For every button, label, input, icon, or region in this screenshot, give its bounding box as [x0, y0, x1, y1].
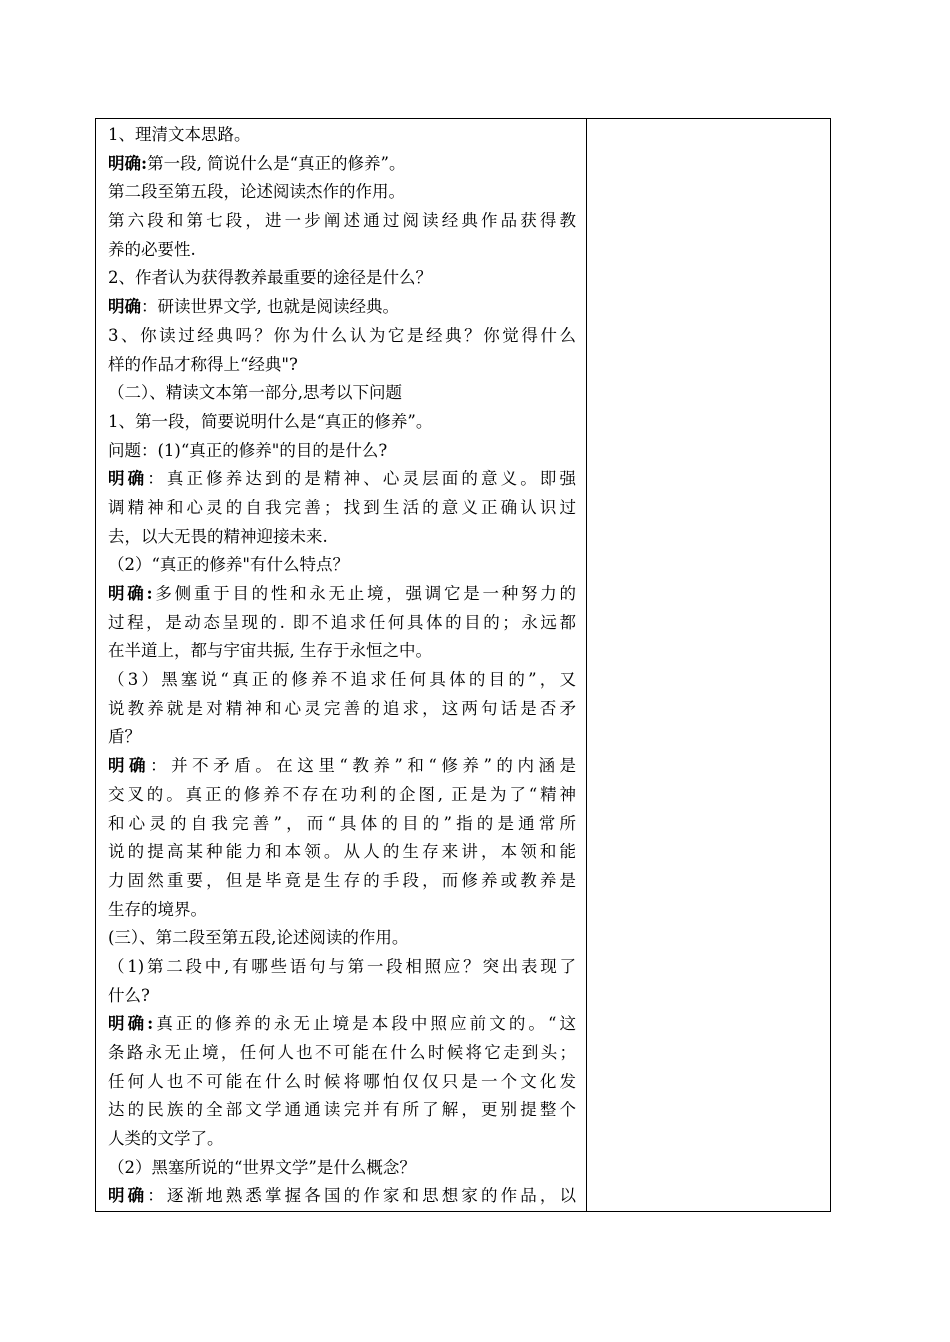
line-text: （3）黑塞说“真正的修养不追求任何具体的目的”，又	[108, 670, 576, 690]
line-text: 达的民族的全部文学通通读完并有所了解，更别提整个	[108, 1100, 576, 1120]
answer-label: 明确:	[108, 1014, 154, 1034]
line-text: （2）“真正的修养"有什么特点？	[108, 555, 350, 575]
answer-label: 明确	[108, 469, 148, 489]
content-cell	[96, 119, 587, 1212]
line-text: 第一段, 简说什么是“真正的修养”。	[147, 153, 406, 173]
text-line	[108, 637, 576, 666]
line-text: ：真正修养达到的是精神、心灵层面的意义。即强	[147, 469, 576, 489]
text-line	[108, 351, 576, 380]
line-text: ：逐渐地熟悉掌握各国的作家和思想家的作品，以	[147, 1186, 576, 1206]
text-line	[108, 379, 576, 408]
text-line	[108, 207, 576, 236]
text-line	[108, 1010, 576, 1039]
text-line	[108, 752, 576, 781]
line-text: 过程，是动态呈现的. 即不追求任何具体的目的；永远都	[108, 612, 576, 632]
line-text: 调精神和心灵的自我完善；找到生活的意义正确认识过	[108, 497, 576, 517]
line-text: 第六段和第七段，进一步阐述通过阅读经典作品获得教	[108, 211, 576, 231]
line-text: 交叉的。真正的修养不存在功利的企图, 正是为了“精神	[108, 784, 576, 804]
answer-label: 明确:	[108, 584, 153, 603]
line-text: 任何人也不可能在什么时候将哪怕仅仅只是一个文化发	[108, 1071, 576, 1091]
line-text: 生存的境界。	[108, 899, 207, 919]
text-line	[108, 293, 576, 322]
line-text: 1、第一段，简要说明什么是“真正的修养”。	[108, 411, 433, 431]
text-line	[108, 236, 576, 265]
line-text: 人类的文学了。	[108, 1129, 224, 1149]
text-line	[108, 1039, 576, 1068]
answer-label: 明确	[108, 297, 141, 317]
line-text: 1、理清文本思路。	[108, 125, 251, 144]
text-line	[108, 867, 576, 896]
text-line	[108, 178, 576, 207]
text-line	[108, 838, 576, 867]
page-table	[95, 118, 831, 1212]
text-line	[108, 1068, 576, 1097]
text-line	[108, 953, 576, 982]
text-line	[108, 264, 576, 293]
text-line	[108, 666, 576, 695]
answer-label: 明确:	[108, 153, 148, 173]
text-line	[108, 1154, 576, 1183]
text-line	[108, 896, 576, 925]
text-line	[108, 1182, 576, 1211]
text-line	[108, 150, 576, 179]
text-line	[108, 322, 576, 351]
line-text: 问题：(1)“真正的修养"的目的是什么?	[108, 440, 388, 460]
answer-label: 明确	[108, 756, 151, 776]
line-text: 力固然重要，但是毕竟是生存的手段，而修养或教养是	[108, 870, 576, 890]
line-text: 养的必要性.	[108, 239, 196, 259]
text-line	[108, 924, 576, 953]
line-text: 真正的修养的永无止境是本段中照应前文的。“这	[153, 1014, 576, 1034]
line-text: 什么?	[108, 985, 150, 1005]
text-line	[108, 810, 576, 839]
text-line	[108, 1096, 576, 1125]
text-line	[108, 437, 576, 466]
text-line	[108, 408, 576, 437]
line-text: 第二段至第五段，论述阅读杰作的作用。	[108, 182, 405, 202]
text-line	[108, 723, 576, 752]
text-line	[108, 551, 576, 580]
text-line	[108, 580, 576, 609]
line-text: 说教养就是对精神和心灵完善的追求，这两句话是否矛	[108, 698, 576, 718]
line-text: 条路永无止境，任何人也不可能在什么时候将它走到头；	[108, 1043, 576, 1062]
line-text: 去，以大无畏的精神迎接未来.	[108, 526, 328, 546]
line-text: （1)第二段中,有哪些语句与第一段相照应？突出表现了	[108, 956, 576, 976]
text-line	[108, 781, 576, 810]
line-text: （2）黑塞所说的“世界文学”是什么概念？	[108, 1157, 416, 1177]
line-text: (三）、第二段至第五段,论述阅读的作用。	[108, 928, 409, 948]
text-line	[108, 609, 576, 638]
text-line	[108, 465, 576, 494]
line-text: （二）、精读文本第一部分,思考以下问题	[108, 383, 402, 403]
content-lines	[96, 119, 586, 1211]
line-text: 说的提高某种能力和本领。从人的生存来讲，本领和能	[108, 842, 576, 862]
text-line	[108, 1125, 576, 1154]
line-text: 盾？	[108, 727, 141, 747]
line-text: 多侧重于目的性和永无止境，强调它是一种努力的	[152, 584, 576, 603]
line-text: 在半道上，都与宇宙共振, 生存于永恒之中。	[108, 641, 432, 661]
text-line	[108, 494, 576, 523]
line-text: 3、你读过经典吗？你为什么认为它是经典？你觉得什么	[108, 325, 576, 345]
line-text: 和心灵的自我完善”，而“具体的目的”指的是通常所	[108, 813, 576, 833]
text-line	[108, 121, 576, 150]
line-text: 样的作品才称得上“经典"?	[108, 354, 298, 374]
text-line	[108, 695, 576, 724]
line-text: ：研读世界文学, 也就是阅读经典。	[141, 297, 399, 317]
answer-label: 明确	[108, 1186, 148, 1206]
line-text: ：并不矛盾。在这里“教养”和“修养”的内涵是	[150, 756, 576, 776]
notes-cell	[587, 119, 831, 1212]
line-text: 2、作者认为获得教养最重要的途径是什么？	[108, 268, 432, 288]
text-line	[108, 523, 576, 552]
text-line	[108, 982, 576, 1011]
